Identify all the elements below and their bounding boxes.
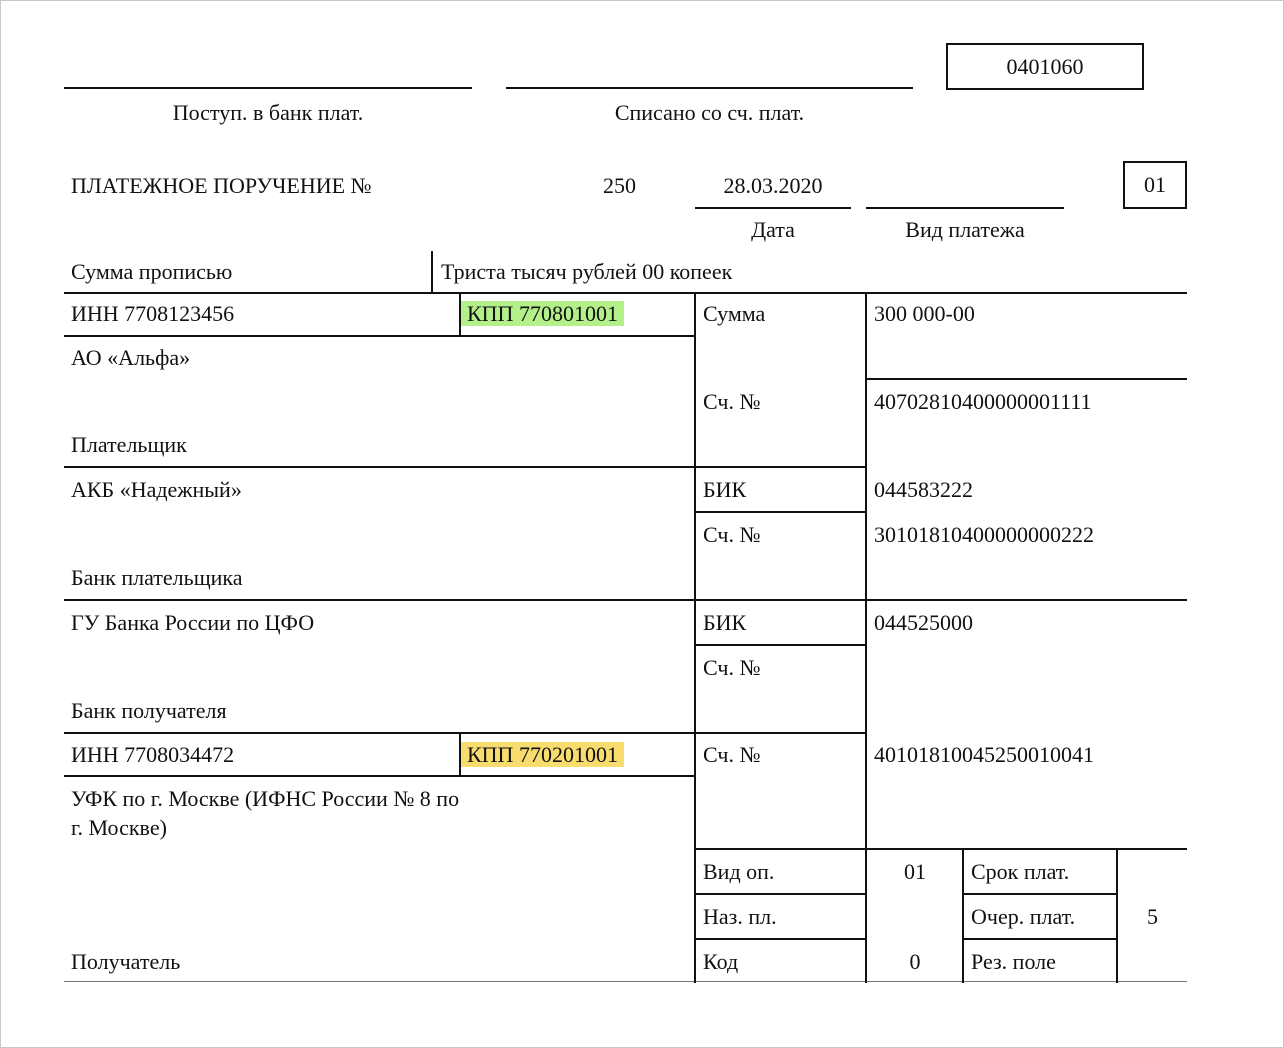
recipient-account-label: Сч. № [703, 742, 761, 767]
code-label: Код [703, 949, 739, 974]
bottom-line [64, 981, 1187, 982]
status-code: 01 [1144, 172, 1166, 197]
date-label: Дата [751, 217, 795, 242]
term-label: Срок плат. [971, 859, 1070, 884]
priority-value: 5 [1147, 904, 1158, 929]
recipient-bank-bik-label: БИК [703, 610, 747, 635]
amount-words-divider [431, 251, 433, 293]
amount-words-label: Сумма прописью [71, 259, 233, 284]
grid-line [695, 848, 1187, 850]
reserve-label: Рез. поле [971, 949, 1056, 974]
recipient-inn: ИНН 7708034472 [71, 742, 235, 767]
payer-bank-bik-label: БИК [703, 477, 747, 502]
form-code-box [946, 43, 1144, 90]
grid-line [963, 893, 1117, 895]
order-date: 28.03.2020 [723, 173, 823, 198]
purpose-label: Наз. пл. [703, 904, 777, 929]
grid-line [64, 292, 1187, 294]
op-type-value: 01 [904, 859, 926, 884]
date-line [695, 207, 851, 209]
debited-line [506, 87, 913, 89]
grid-line [64, 775, 695, 777]
op-type-label: Вид оп. [703, 859, 775, 884]
payer-account: 40702810400000001111 [874, 389, 1092, 414]
order-title: ПЛАТЕЖНОЕ ПОРУЧЕНИЕ № [71, 173, 372, 198]
amount-words: Триста тысяч рублей 00 копеек [441, 259, 733, 284]
received-label: Поступ. в банк плат. [172, 100, 364, 125]
status-code-box [1123, 161, 1187, 209]
received-line [64, 87, 472, 89]
grid-line [695, 893, 866, 895]
recipient-kpp-highlight: КПП 770201001 [461, 742, 624, 767]
order-number: 250 [603, 173, 636, 198]
recipient-kpp [461, 742, 624, 768]
code-value: 0 [909, 949, 921, 974]
payer-bank-bik: 044583222 [874, 477, 973, 502]
grid-line [64, 599, 1187, 601]
debited-label: Списано со сч. плат. [614, 100, 805, 125]
payer-name: АО «Альфа» [71, 345, 191, 370]
amount-value: 300 000-00 [874, 301, 975, 326]
priority-label: Очер. плат. [971, 904, 1076, 929]
payer-bank-name: АКБ «Надежный» [71, 477, 242, 502]
recipient-bank-corr-label: Сч. № [703, 655, 761, 680]
recipient-bank-label: Банк получателя [71, 698, 227, 723]
grid-line [695, 511, 866, 513]
recipient-name-line2: г. Москве) [71, 815, 167, 840]
grid-line [64, 335, 695, 337]
recipient-account: 40101810045250010041 [874, 742, 1094, 767]
grid-line [64, 466, 866, 468]
payer-kpp-highlight: КПП 770801001 [461, 301, 624, 326]
payer-kpp [461, 301, 624, 327]
payer-bank-corr-label: Сч. № [703, 522, 761, 547]
grid-line [963, 938, 1117, 940]
recipient-name-line1: УФК по г. Москве (ИФНС России № 8 по [71, 786, 460, 811]
grid-line [695, 644, 866, 646]
payment-type-label: Вид платежа [905, 217, 1025, 242]
payer-bank-corr-account: 30101810400000000222 [874, 522, 1094, 547]
payer-label: Плательщик [71, 432, 187, 457]
amount-label: Сумма [703, 301, 766, 326]
payer-inn: ИНН 7708123456 [71, 301, 235, 326]
grid-line [866, 378, 1187, 380]
grid-line [694, 293, 696, 983]
recipient-bank-bik: 044525000 [874, 610, 973, 635]
recipient-label: Получатель [71, 949, 181, 974]
recipient-bank-name: ГУ Банка России по ЦФО [71, 610, 315, 635]
payer-bank-label: Банк плательщика [71, 565, 243, 590]
payment-type-line [866, 207, 1064, 209]
form-code: 0401060 [1006, 54, 1084, 79]
grid-line [695, 938, 866, 940]
payer-account-label: Сч. № [703, 389, 761, 414]
grid-line [64, 732, 866, 734]
